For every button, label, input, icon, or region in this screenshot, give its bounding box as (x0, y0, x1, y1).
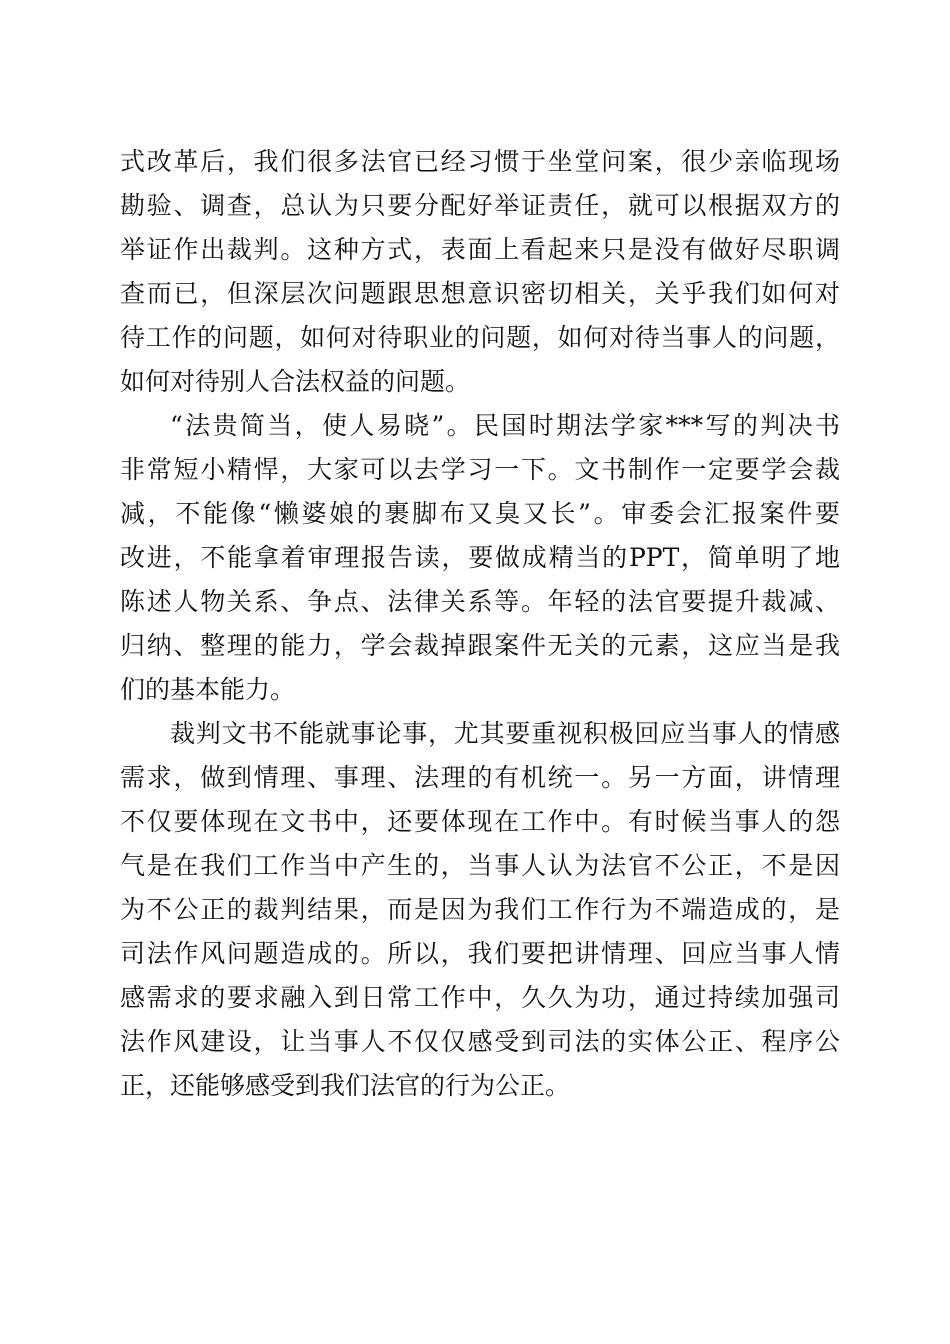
text-line: “法贵简当，使人易晓”。民国时期法学家***写的判决书 (170, 411, 840, 440)
text-line: 待工作的问题，如何对待职业的问题，如何对待当事人的问题， (120, 323, 840, 352)
paragraph-1 (120, 140, 840, 404)
text-line: 裁判文书不能就事论事，尤其要重视积极回应当事人的情感 (170, 719, 840, 748)
text-line: 不仅要体现在文书中，还要体现在工作中。有时候当事人的怨 (120, 807, 840, 836)
text-line: 正，还能够感受到我们法官的行为公正。 (120, 1071, 571, 1100)
text-line: 减，不能像“懒婆娘的裹脚布又臭又长”。审委会汇报案件要 (120, 499, 840, 528)
text-line: 司法作风问题造成的。所以，我们要把讲情理、回应当事人情 (120, 939, 840, 968)
text-line: 举证作出裁判。这种方式，表面上看起来只是没有做好尽职调 (120, 235, 840, 264)
text-line: 陈述人物关系、争点、法律关系等。年轻的法官要提升裁减、 (120, 587, 840, 616)
text-line: 勘验、调查，总认为只要分配好举证责任，就可以根据双方的 (120, 191, 840, 220)
text-line: 感需求的要求融入到日常工作中，久久为功，通过持续加强司 (120, 983, 840, 1012)
text-line: 法作风建设，让当事人不仅仅感受到司法的实体公正、程序公 (120, 1027, 840, 1056)
text-line: 们的基本能力。 (120, 675, 296, 704)
paragraph-2 (120, 404, 840, 712)
text-line: 非常短小精悍，大家可以去学习一下。文书制作一定要学会裁 (120, 455, 840, 484)
text-line: 如何对待别人合法权益的问题。 (120, 367, 471, 396)
text-line: 式改革后，我们很多法官已经习惯于坐堂问案，很少亲临现场 (120, 147, 840, 176)
text-line: 归纳、整理的能力，学会裁掉跟案件无关的元素，这应当是我 (120, 631, 840, 660)
text-line: 为不公正的裁判结果，而是因为我们工作行为不端造成的，是 (120, 895, 840, 924)
paragraph-3 (120, 712, 840, 1108)
body-text (120, 140, 840, 1108)
text-line: 气是在我们工作当中产生的，当事人认为法官不公正，不是因 (120, 851, 840, 880)
text-line: 查而已，但深层次问题跟思想意识密切相关，关乎我们如何对 (120, 279, 840, 308)
text-line: 改进，不能拿着审理报告读，要做成精当的PPT，简单明了地 (120, 543, 840, 572)
text-line: 需求，做到情理、事理、法理的有机统一。另一方面，讲情理 (120, 763, 840, 792)
